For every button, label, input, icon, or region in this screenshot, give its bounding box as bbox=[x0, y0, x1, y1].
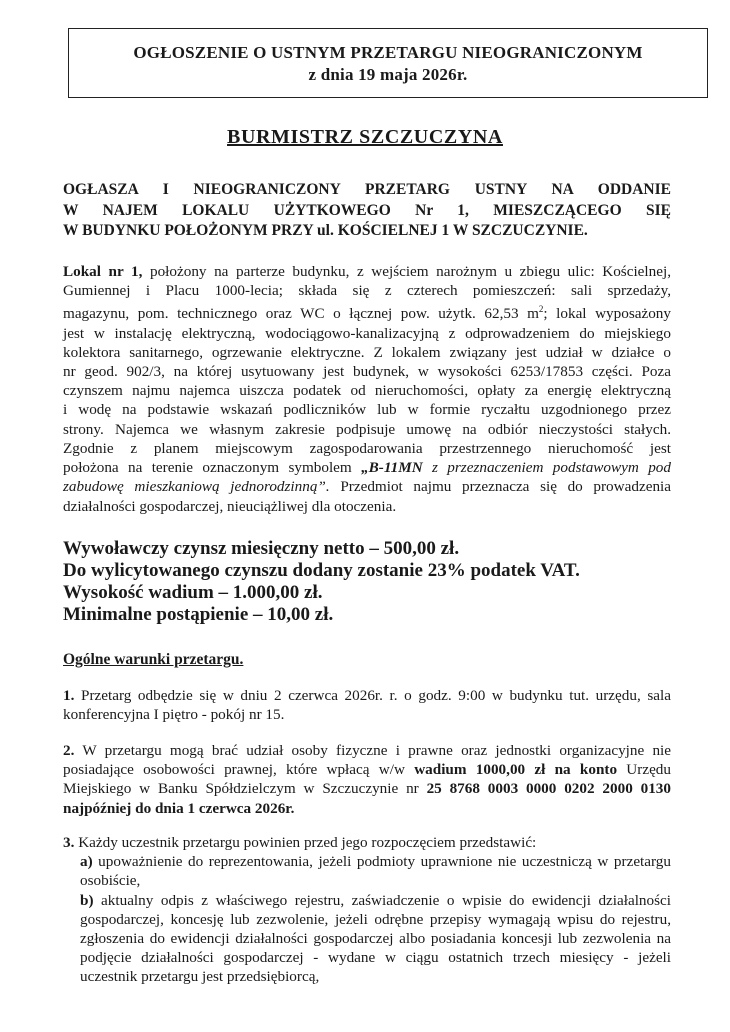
description-text: położona na terenie oznaczonym symbolem bbox=[63, 459, 362, 477]
deposit-deadline: najpóźniej do dnia 1 czerwca 2026r. bbox=[63, 799, 295, 817]
announcement-heading bbox=[63, 180, 671, 242]
item-text: upoważnienie do reprezentowania, jeżeli podmioty uprawnione nie uczestniczą w przetargu bbox=[92, 853, 671, 871]
item-text: posiadające osobowości prawnej, które wpłacą w/w bbox=[63, 761, 415, 779]
general-conditions-title: Ogólne warunki przetargu. bbox=[63, 651, 244, 668]
description-text: strony. Najemca we własnym zakresie podpisuje umowę na odbiór nieczystości stałych. bbox=[63, 420, 671, 438]
description-text: nr geod. 902/3, na której usytuowany jest budynek, w wysokości 6253/17853 części. Poza bbox=[63, 363, 671, 381]
item-number: 3. bbox=[63, 834, 75, 851]
announcement-line: W BUDYNKU POŁOŻONYM PRZY ul. KOŚCIELNEJ 1 W SZCZUCZYNIE. bbox=[63, 222, 588, 239]
item-number: 1. bbox=[63, 687, 75, 704]
subitem-label: a) bbox=[80, 853, 93, 871]
description-text: położony na parterze budynku, z wejściem narożnym u zbiegu ulic: Kościelnej, bbox=[142, 263, 671, 280]
bank-account-number: 25 8768 0003 0000 0202 2000 0130 bbox=[426, 780, 671, 798]
item-text: W przetargu mogą brać udział osoby fizyczne i prawne oraz jednostki organizacyjne nie bbox=[74, 742, 671, 759]
item-text: Przetarg odbędzie się w dniu 2 czerwca 2026r. r. o godz. 9:00 w budynku tut. urzędu, sala bbox=[74, 687, 671, 704]
item-text: konferencyjna I piętro - pokój nr 15. bbox=[63, 706, 285, 724]
vat-note: Do wylicytowanego czynszu dodany zostanie 23% podatek VAT. bbox=[63, 560, 580, 581]
description-text: magazynu, pom. technicznego oraz WC o łącznej pow. użytk. 62,53 m bbox=[63, 305, 539, 323]
description-text: jest w instalację elektryczną, wodociągowo-kanalizacyjną z odprowadzeniem do miejskiego bbox=[63, 324, 671, 342]
header-title: OGŁOSZENIE O USTNYM PRZETARGU NIEOGRANICZONYM bbox=[133, 43, 643, 62]
item-text: aktualny odpis z właściwego rejestru, zaświadczenie o wpisie do ewidencji działalności bbox=[93, 891, 671, 909]
description-text: Zgodnie z planem miejscowym zagospodarowania przestrzennego nieruchomość jest bbox=[63, 439, 671, 457]
condition-item-1 bbox=[63, 686, 671, 724]
description-text: czynszem najmu najemca uiszcza podatek od nieruchomości, opłaty za energię elektryczną bbox=[63, 382, 671, 400]
lokal-label: Lokal nr 1, bbox=[63, 263, 143, 280]
deposit-highlight: wadium 1000,00 zł na konto bbox=[414, 761, 618, 779]
minimum-increment: Minimalne postąpienie – 10,00 zł. bbox=[63, 604, 334, 625]
superscript: 2 bbox=[538, 304, 544, 315]
zoning-text: zabudowę mieszkaniową jednorodzinną”. bbox=[63, 478, 330, 496]
description-text: ; lokal wyposażony bbox=[543, 305, 671, 323]
item-text: Każdy uczestnik przetargu powinien przed jego rozpoczęciem przedstawić: bbox=[74, 834, 537, 851]
deposit-amount: Wysokość wadium – 1.000,00 zł. bbox=[63, 582, 323, 603]
description-text: kolektora sanitarnego, ogrzewanie elektryczne. Z lokalem związany jest udział w działce o bbox=[63, 343, 671, 361]
starting-rent: Wywoławczy czynsz miesięczny netto – 500,00 zł. bbox=[63, 538, 460, 559]
item-text: Miejskiego w Banku Spółdzielczym w Szczuczynie nr bbox=[63, 780, 427, 798]
mayor-title: BURMISTRZ SZCZUCZYNA bbox=[227, 126, 503, 148]
announcement-line: OGŁASZA I NIEOGRANICZONY PRZETARG USTNY NA ODDANIE bbox=[63, 181, 671, 198]
announcement-line: W NAJEM LOKALU UŻYTKOWEGO Nr 1, MIESZCZĄCEGO SIĘ bbox=[63, 201, 671, 219]
subitem-label: b) bbox=[80, 891, 94, 909]
description-text: działalności gospodarczej, nieuciążliwej dla otoczenia. bbox=[63, 497, 397, 515]
description-text: Gumiennej i Placu 1000-lecia; składa się z czterech pomieszczeń: sali sprzedaży, bbox=[63, 282, 671, 300]
condition-item-2 bbox=[63, 741, 671, 818]
property-description bbox=[63, 262, 671, 516]
item-text: gospodarczej, koncesję lub zezwolenie, jeżeli odrębne przepisy wymagają wpisu do rejestru, bbox=[80, 910, 671, 928]
item-text: podjęcie działalności gospodarczej - wydane w ciągu ostatnich trzech miesięcy - jeżeli bbox=[80, 949, 671, 967]
zoning-text: z przeznaczeniem podstawowym pod bbox=[422, 459, 671, 477]
zoning-symbol: „B-11MN bbox=[361, 459, 423, 477]
item-text: osobiście, bbox=[80, 872, 141, 890]
item-text: uczestnik przetargu jest przedsiębiorcą, bbox=[80, 968, 320, 986]
header-date: z dnia 19 maja 2026r. bbox=[308, 65, 468, 84]
announcement-header-box bbox=[68, 28, 708, 98]
item-number: 2. bbox=[63, 742, 75, 759]
item-text: Urzędu bbox=[617, 761, 671, 779]
condition-item-3 bbox=[63, 833, 671, 987]
item-text: zgłoszenia do ewidencji działalności gospodarczej albo posiadania koncesji lub zezwolenia na bbox=[80, 930, 671, 948]
tender-terms bbox=[63, 538, 683, 626]
description-text: Przedmiot najmu przeznacza się do prowadzenia bbox=[329, 478, 671, 496]
description-text: i wodę na podstawie wskazań podliczników lub w formie ryczałtu uzgodnionego przez bbox=[63, 401, 671, 419]
